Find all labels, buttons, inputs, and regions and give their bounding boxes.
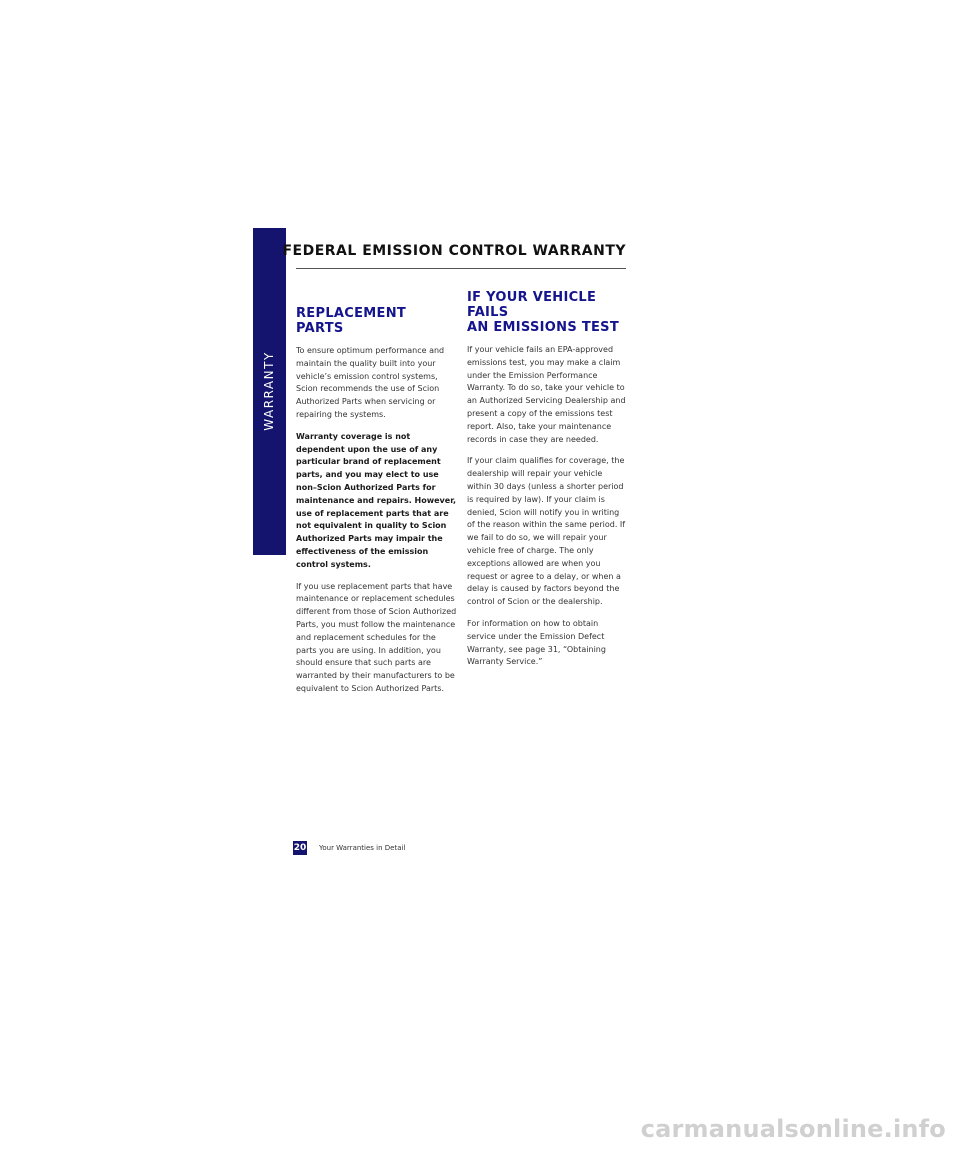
heading-line-2: AN EMISSIONS TEST	[467, 320, 619, 335]
footer-label: Your Warranties in Detail	[319, 844, 406, 852]
page-number-badge: 20	[293, 843, 307, 853]
paragraph: To ensure optimum performance and maintain the quality built into your vehicle’s emission control systems, Scion recommends the use of Scion Authorized Parts when servicing or repairing the systems.	[296, 346, 445, 419]
side-tab-label: WARRANTY	[262, 351, 276, 431]
paragraph: If your vehicle fails an EPA-approved emissions test, you may make a claim under the Emission Performance Warranty. To do so, take your vehicle to an Authorized Servicing Dealership and present a copy of the emissions test report. Also, take your maintenance records in case they are needed.	[467, 345, 626, 444]
paragraph: For information on how to obtain service under the Emission Defect Warranty, see page 31, “Obtaining Warranty Service.”	[467, 618, 606, 667]
heading-line-1: IF YOUR VEHICLE FAILS	[467, 290, 597, 320]
side-tab	[253, 228, 286, 555]
paragraph-bold-notice: Warranty coverage is not dependent upon the use of any particular brand of replacement parts, and you may elect to use non–Scion Authorized Parts for maintenance and repairs. However, use of replacement parts that are not equivalent in quality to Scion Authorized Parts may impair the effectiveness of the emission control systems.	[296, 431, 456, 569]
right-column	[467, 290, 629, 678]
watermark-logo: carmanualsonline.info	[640, 1115, 946, 1143]
paragraph: If you use replacement parts that have maintenance or replacement schedules different from those of Scion Authorized Parts, you must follow the maintenance and replacement schedules for the parts you are using. In addition, you should ensure that such parts are warranted by their manufacturers to be equivalent to Scion Authorized Parts.	[296, 581, 457, 693]
left-column	[296, 290, 458, 705]
section-heading-emissions-test	[467, 290, 629, 335]
page-title: FEDERAL EMISSION CONTROL WARRANTY	[282, 243, 626, 259]
paragraph: If your claim qualifies for coverage, the dealership will repair your vehicle within 30 days (unless a shorter period is required by law). If your claim is denied, Scion will notify you in writing of the reason within the same period. If we fail to do so, we will repair your vehicle free of charge. The only exceptions allowed are when you request or agree to a delay, or when a delay is caused by factors beyond the control of Scion or the dealership.	[467, 456, 626, 607]
section-heading-replacement-parts: REPLACEMENT PARTS	[296, 306, 407, 336]
page-header	[282, 243, 626, 269]
